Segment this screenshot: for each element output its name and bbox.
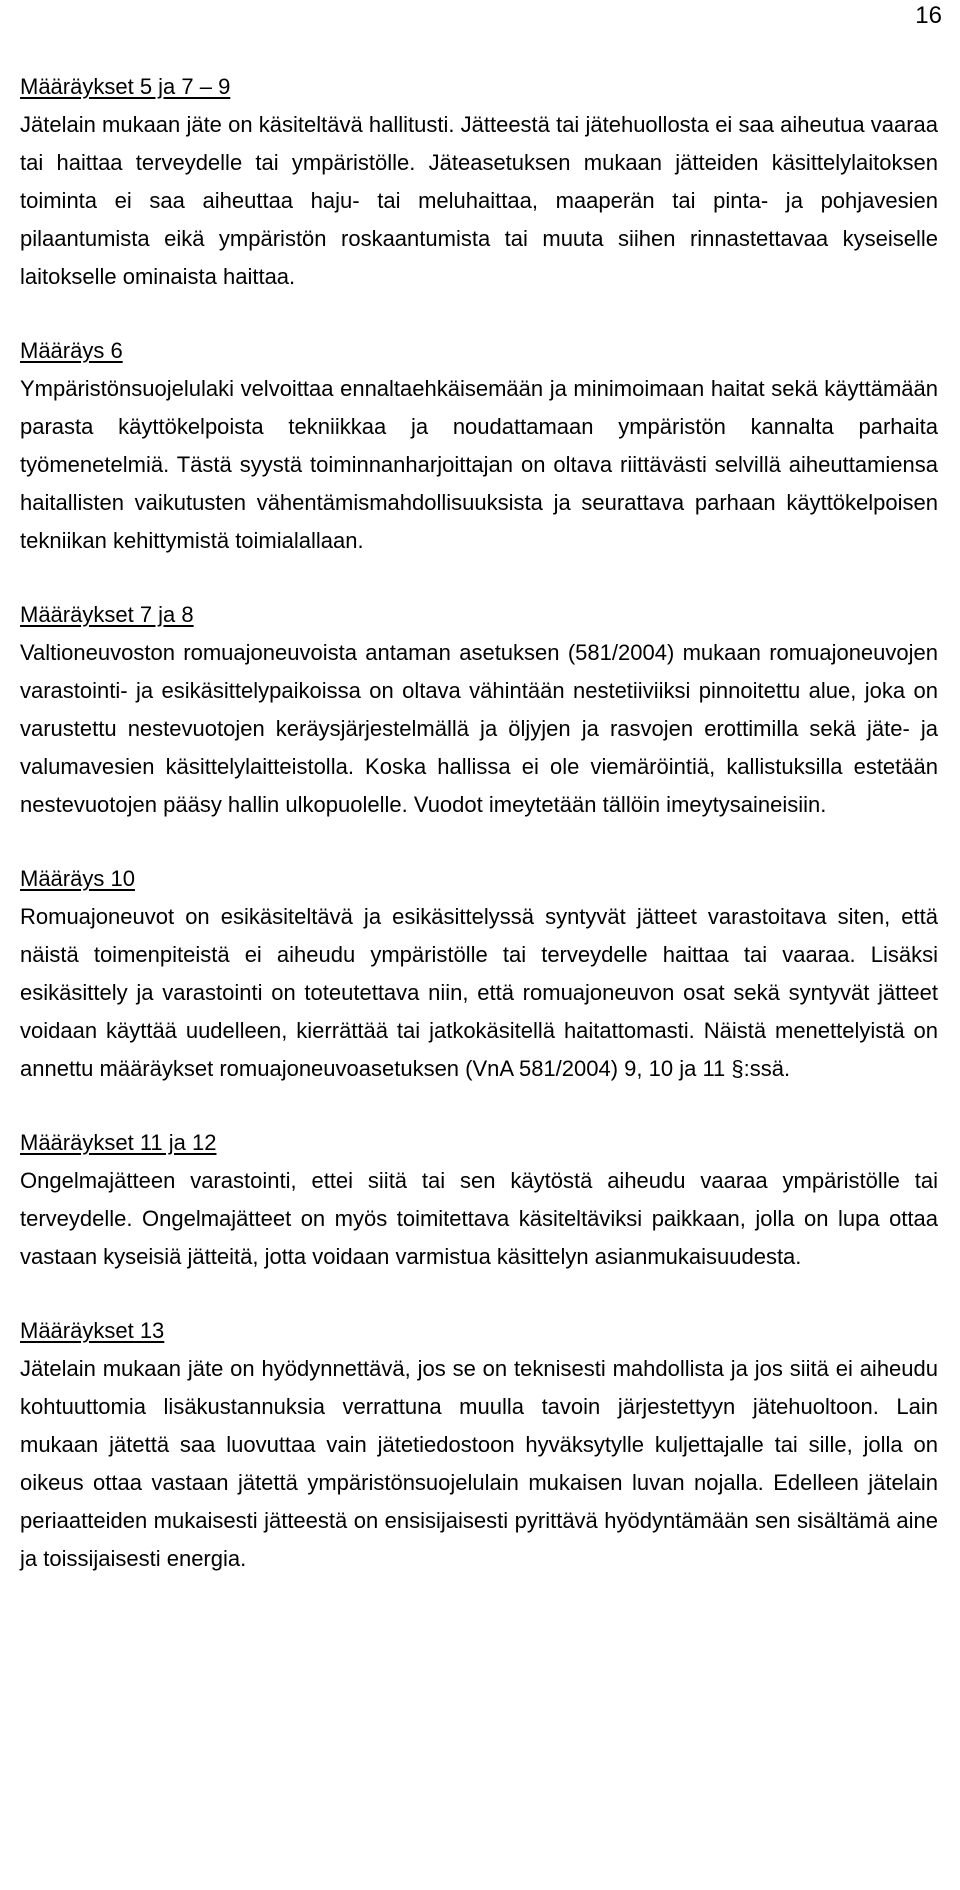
document-body xyxy=(20,68,938,1614)
section-paragraph: Romuajoneuvot on esikäsiteltävä ja esikäsittelyssä syntyvät jätteet varastoitava siten, että näistä toimenpiteistä ei aiheudu ympäristölle tai terveydelle haittaa tai vaaraa. Lisäksi esikäsittely ja varastointi on toteutettava niin, että romuajoneuvon osat sekä syntyvät jätteet voidaan käyttää uudelleen, kierrättää tai jatkokäsitellä haitattomasti. Näistä menettelyistä on annettu määräykset romuajoneuvoasetuksen (VnA 581/2004) 9, 10 ja 11 §:ssä. xyxy=(20,904,938,1081)
section-maarays-6 xyxy=(20,332,938,560)
section-maaraykset-11-ja-12 xyxy=(20,1124,938,1276)
section-heading: Määräys 10 xyxy=(20,866,135,891)
section-paragraph: Jätelain mukaan jäte on käsiteltävä hallitusti. Jätteestä tai jätehuollosta ei saa aiheutua vaaraa tai haittaa terveydelle tai ympäristölle. Jäteasetuksen mukaan jätteiden käsittelylaitoksen toiminta ei saa aiheuttaa haju- tai meluhaittaa, maaperän tai pinta- ja pohjavesien pilaantumista eikä ympäristön roskaantumista tai muuta siihen rinnastettavaa kyseiselle laitokselle ominaista haittaa. xyxy=(20,112,938,289)
section-heading: Määräykset 7 ja 8 xyxy=(20,602,194,627)
section-paragraph: Jätelain mukaan jäte on hyödynnettävä, jos se on teknisesti mahdollista ja jos siitä ei aiheudu kohtuuttomia lisäkustannuksia verrattuna muulla tavoin järjestettyyn jätehuoltoon. Lain mukaan jätettä saa luovuttaa vain jätetiedostoon hyväksytylle kuljettajalle tai sille, jolla on oikeus ottaa vastaan jätettä ympäristönsuojelulain mukaisen luvan nojalla. Edelleen jätelain periaatteiden mukaisesti jätteestä on ensisijaisesti pyrittävä hyödyntämään sen sisältämä aine ja toissijaisesti energia. xyxy=(20,1356,938,1571)
section-maaraykset-7-ja-8 xyxy=(20,596,938,824)
section-heading: Määräykset 13 xyxy=(20,1318,165,1343)
section-maarays-10 xyxy=(20,860,938,1088)
section-paragraph: Ongelmajätteen varastointi, ettei siitä tai sen käytöstä aiheudu vaaraa ympäristölle tai terveydelle. Ongelmajätteet on myös toimitettava käsiteltäviksi paikkaan, jolla on lupa ottaa vastaan kyseisiä jätteitä, jotta voidaan varmistua käsittelyn asianmukaisuudesta. xyxy=(20,1168,938,1269)
section-heading: Määräykset 5 ja 7 – 9 xyxy=(20,74,231,99)
section-maaraykset-13 xyxy=(20,1312,938,1578)
section-heading: Määräys 6 xyxy=(20,338,123,363)
section-paragraph: Valtioneuvoston romuajoneuvoista antaman asetuksen (581/2004) mukaan romuajoneuvojen varastointi- ja esikäsittelypaikoissa on oltava vähintään nestetiiviiksi pinnoitettu alue, joka on varustettu nestevuotojen keräysjärjestelmällä ja öljyjen ja rasvojen erottimilla sekä jäte- ja valumavesien käsittelylaitteistolla. Koska hallissa ei ole viemäröintiä, kallistuksilla estetään nestevuotojen pääsy hallin ulkopuolelle. Vuodot imeytetään tällöin imeytysaineisiin. xyxy=(20,640,938,817)
section-maaraykset-5-ja-7-9 xyxy=(20,68,938,296)
section-heading: Määräykset 11 ja 12 xyxy=(20,1130,217,1155)
page-number: 16 xyxy=(915,2,942,29)
section-paragraph: Ympäristönsuojelulaki velvoittaa ennaltaehkäisemään ja minimoimaan haitat sekä käyttämään parasta käyttökelpoista tekniikkaa ja noudattamaan ympäristön kannalta parhaita työmenetelmiä. Tästä syystä toiminnanharjoittajan on oltava riittävästi selvillä aiheuttamiensa haitallisten vaikutusten vähentämismahdollisuuksista ja seurattava parhaan käyttökelpoisen tekniikan kehittymistä toimialallaan. xyxy=(20,376,938,553)
